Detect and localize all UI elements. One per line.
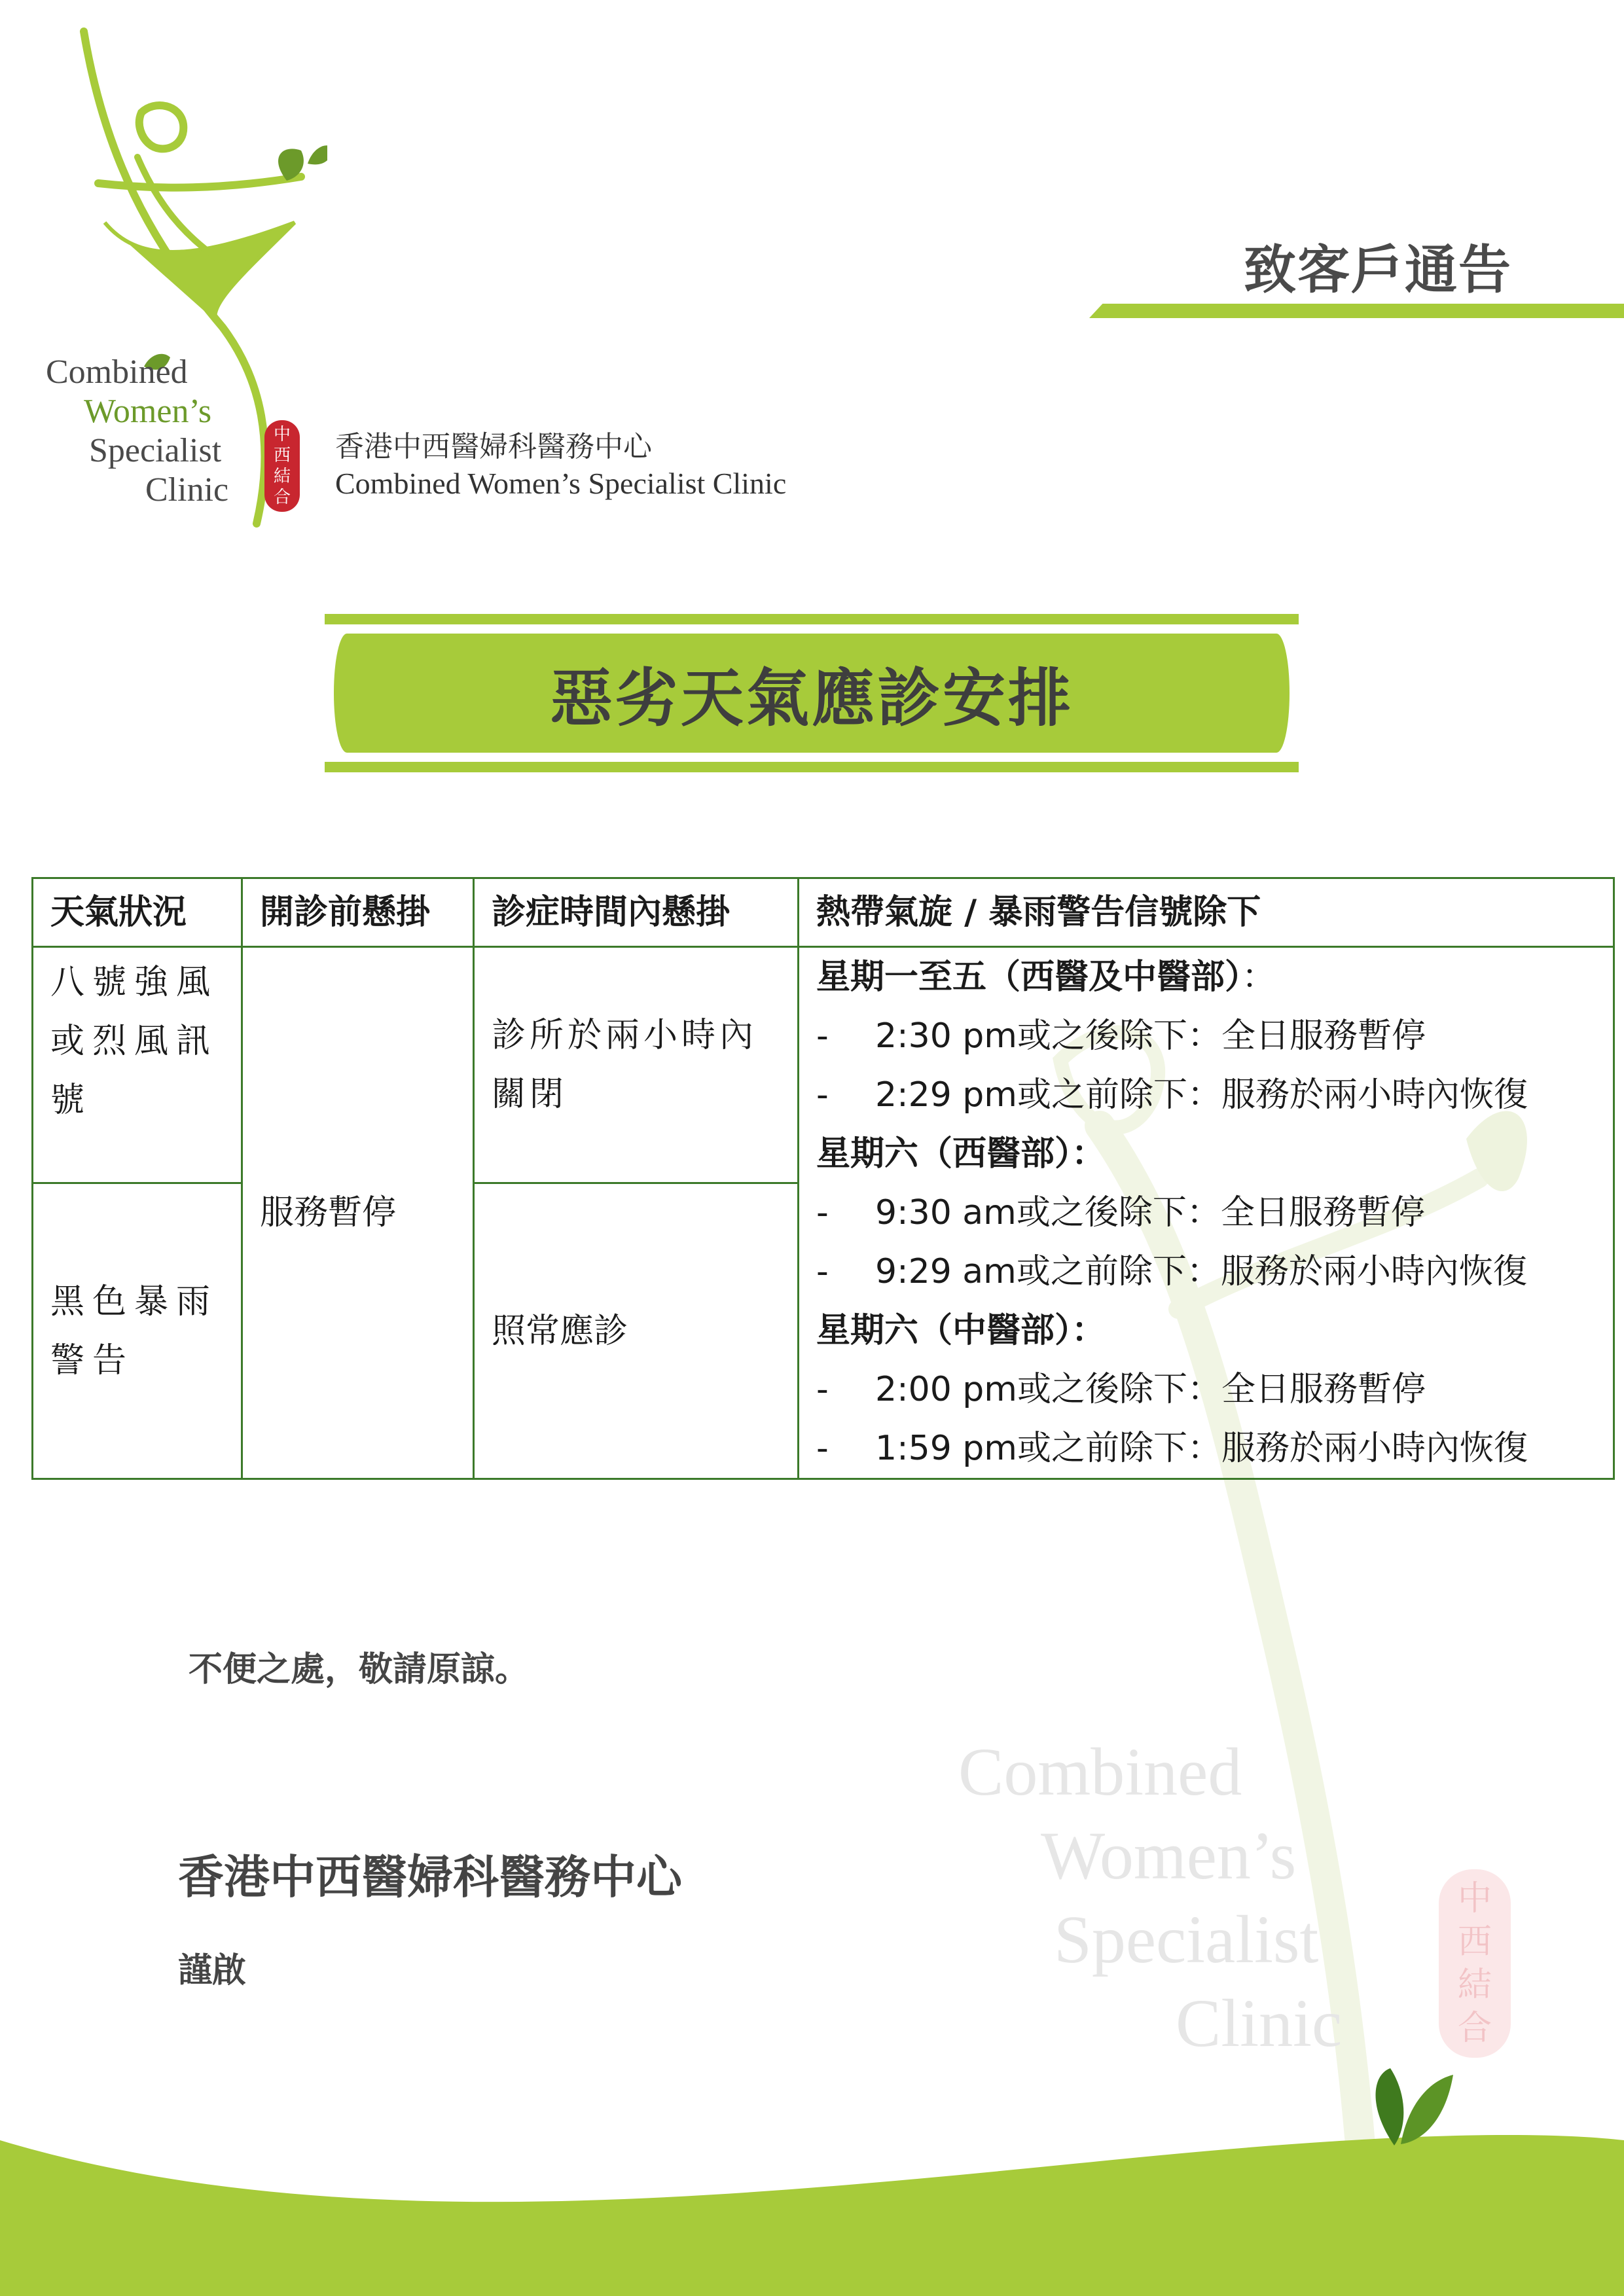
schedule-item-text: 9:29 am或之前除下：服務於兩小時內恢復 xyxy=(875,1252,1527,1291)
logo-word-combined: Combined xyxy=(46,353,188,391)
condition-cell-typhoon: 八號強風或烈風訊號 xyxy=(33,947,242,1183)
banner-bottom-rule xyxy=(325,762,1299,772)
schedule-heading-saturday-chinese: 星期六（中醫部）： xyxy=(816,1311,1106,1350)
schedule-item-text: 2:30 pm或之後除下：全日服務暫停 xyxy=(875,1016,1426,1056)
watermark-word-specialist: Specialist xyxy=(1054,1902,1319,1977)
weather-arrangement-table xyxy=(31,877,1615,1480)
schedule-dash: - xyxy=(816,1252,829,1291)
clinic-name-english: Combined Women’s Specialist Clinic xyxy=(335,467,787,500)
notice-underline-bar xyxy=(1089,304,1624,318)
during-hours-cell-typhoon: 診所於兩小時內關閉 xyxy=(474,947,799,1183)
schedule-item-text: 1:59 pm或之前除下：服務於兩小時內恢復 xyxy=(875,1429,1528,1468)
schedule-item-text: 2:29 pm或之前除下：服務於兩小時內恢復 xyxy=(875,1075,1528,1115)
watermark-word-womens: Women’s xyxy=(1041,1818,1297,1893)
watermark-seal xyxy=(1439,1869,1511,2058)
schedule-heading-saturday-western: 星期六（西醫部）： xyxy=(816,1134,1106,1174)
sign-off-text: 謹啟 xyxy=(178,1951,247,1990)
notice-label: 致客戶通告 xyxy=(1244,240,1512,300)
schedule-heading-weekday-text: 星期一至五（西醫及中醫部） xyxy=(816,958,1242,997)
watermark-word-clinic: Clinic xyxy=(1176,1986,1343,2061)
leaf-icon xyxy=(1376,2068,1404,2145)
watermark-seal-char: 合 xyxy=(1457,2009,1492,2048)
watermark-seal-char: 中 xyxy=(1457,1879,1492,1918)
schedule-item xyxy=(816,1066,1596,1124)
schedule-item xyxy=(816,1242,1596,1301)
watermark-seal-char: 西 xyxy=(1457,1922,1492,1962)
header-weather-condition: 天氣狀況 xyxy=(33,878,242,947)
title-banner xyxy=(325,614,1299,772)
schedule-dash: - xyxy=(816,1429,829,1468)
banner-top-rule xyxy=(325,614,1299,624)
schedule-dash: - xyxy=(816,1016,829,1056)
header-before-opening: 開診前懸掛 xyxy=(242,878,474,947)
seal-char: 中 xyxy=(273,425,291,444)
schedule-item xyxy=(816,1419,1596,1478)
seal-char: 合 xyxy=(273,488,291,507)
seal-char: 結 xyxy=(273,467,291,486)
seal-char: 西 xyxy=(273,446,291,465)
schedule-item xyxy=(816,1360,1596,1419)
before-opening-cell: 服務暫停 xyxy=(242,947,474,1479)
header-signal-lowered: 熱帶氣旋 / 暴雨警告信號除下 xyxy=(799,878,1614,947)
schedule-item xyxy=(816,1007,1596,1066)
table-row xyxy=(33,947,1614,1183)
schedule-heading-weekday xyxy=(816,948,1596,1007)
header-during-hours: 診症時間內懸掛 xyxy=(474,878,799,947)
schedule-item-text: 2:00 pm或之後除下：全日服務暫停 xyxy=(875,1370,1426,1409)
signature-clinic-name: 香港中西醫婦科醫務中心 xyxy=(178,1850,682,1904)
watermark-seal-char: 結 xyxy=(1457,1965,1492,2005)
clinic-name-chinese: 香港中西醫婦科醫務中心 xyxy=(335,430,652,463)
schedule-dash: - xyxy=(816,1193,829,1232)
schedule-dash: - xyxy=(816,1370,829,1409)
bottom-green-wave xyxy=(0,2068,1624,2296)
schedule-item xyxy=(816,1183,1596,1242)
logo-seal xyxy=(264,420,300,512)
schedule-cell xyxy=(799,947,1614,1479)
banner-title: 惡劣天氣應診安排 xyxy=(550,661,1074,735)
logo-word-specialist: Specialist xyxy=(89,432,222,469)
leaf-icon xyxy=(1401,2075,1453,2144)
logo-word-clinic: Clinic xyxy=(145,471,229,509)
condition-cell-black-rain: 黑色暴雨警告 xyxy=(33,1183,242,1479)
apology-text: 不便之處，敬請原諒。 xyxy=(189,1650,530,1689)
logo-word-womens: Women’s xyxy=(84,393,212,430)
table-header-row xyxy=(33,878,1614,947)
schedule-item-text: 9:30 am或之後除下：全日服務暫停 xyxy=(875,1193,1425,1232)
schedule-dash: - xyxy=(816,1075,829,1115)
watermark-word-combined: Combined xyxy=(958,1734,1242,1810)
during-hours-cell-black-rain: 照常應診 xyxy=(474,1183,799,1479)
banner-body xyxy=(334,634,1290,753)
schedule-heading-weekday-colon: ： xyxy=(1242,958,1276,997)
